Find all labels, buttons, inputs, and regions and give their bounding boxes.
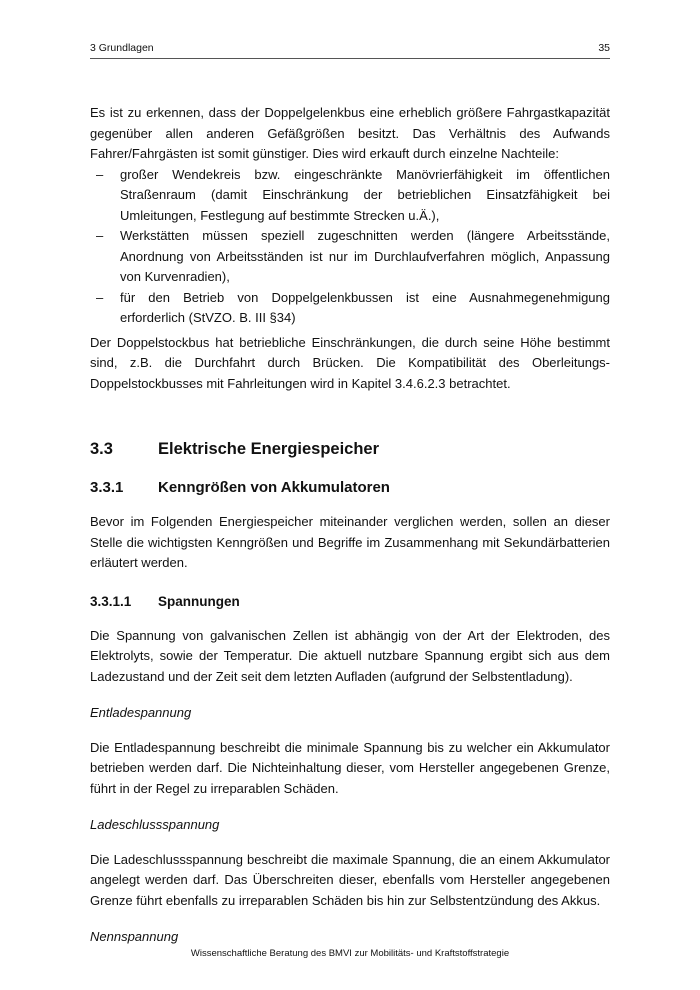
section-number: 3.3.1.1 bbox=[90, 593, 132, 609]
header-chapter: 3 Grundlagen bbox=[90, 42, 154, 54]
page-header bbox=[90, 42, 610, 59]
page-footer: Wissenschaftliche Beratung des BMVI zur Mobilitäts- und Kraftstoffstrategie bbox=[190, 948, 510, 959]
bullet-dash: – bbox=[96, 228, 104, 243]
list-item bbox=[90, 288, 610, 329]
list-item-text: Werkstätten müssen speziell zugeschnitten werden (längere Arbeitsstände, Anordnung von Arbeitsständen ist nur im Durchlaufverfahren möglich, Anpassung von Kurvenradien), bbox=[120, 228, 610, 284]
list-item-text: großer Wendekreis bzw. eingeschränkte Manövrierfähigkeit im öffentlichen Straßenraum (damit Einschränkung der betrieblichen Einsatzfähigkeit bei Umleitungen, Festlegung auf bestimmte Strecken u.Ä.), bbox=[120, 166, 610, 223]
section-heading-3-3-1-1 bbox=[90, 592, 610, 612]
section-title: Elektrische Energiespeicher bbox=[158, 440, 380, 458]
kenngroessen-paragraph: Bevor im Folgenden Energiespeicher miteinander verglichen werden, sollen an dieser Stelle die wichtigsten Kenngrößen und Begriffe im Zusammenhang mit Sekundärbatterien erläutert werden. bbox=[90, 514, 610, 570]
term-nennspannung: Nennspannung bbox=[90, 929, 179, 944]
page-content bbox=[90, 103, 610, 948]
bullet-dash: – bbox=[96, 166, 104, 182]
term-entladespannung: Entladespannung bbox=[90, 705, 192, 720]
section-number: 3.3 bbox=[90, 440, 113, 458]
list-item bbox=[90, 165, 610, 227]
header-page-number: 35 bbox=[598, 42, 610, 54]
entladespannung-paragraph: Die Entladespannung beschreibt die minimale Spannung bis zu welcher ein Akkumulator betrieben werden darf. Die Nichteinhaltung dieser, vom Hersteller angegebenen Grenze, führt in der Regel zu irreparablen Schäden. bbox=[90, 739, 610, 796]
ladeschlussspannung-paragraph: Die Ladeschlussspannung beschreibt die maximale Spannung, die an einem Akkumulator angelegt werden darf. Das Überschreiten dieser, ebenfalls vom Hersteller angegebenen Grenze führt ebenfalls zu irreparablen Schäden bis hin zur Selbstentzündung des Akkus. bbox=[90, 851, 610, 908]
section-number: 3.3.1 bbox=[90, 479, 124, 496]
section-heading-3-3 bbox=[90, 438, 610, 460]
section-title: Kenngrößen von Akkumulatoren bbox=[158, 479, 390, 496]
list-item-text: für den Betrieb von Doppelgelenkbussen ist eine Ausnahmegenehmigung erforderlich (StVZO. B. III §34) bbox=[120, 289, 610, 325]
spannungen-paragraph: Die Spannung von galvanischen Zellen ist abhängig von der Art der Elektroden, des Elektrolyts, sowie der Temperatur. Die aktuell nutzbare Spannung ergibt sich aus dem Ladezustand und der Zeit seit dem letzten Aufladen (aufgrund der Selbstentladung). bbox=[90, 627, 610, 684]
list-item bbox=[90, 226, 610, 288]
term-ladeschlussspannung: Ladeschlussspannung bbox=[90, 817, 220, 832]
intro-paragraph: Es ist zu erkennen, dass der Doppelgelenkbus eine erheblich größere Fahrgastkapazität gegenüber allen anderen Gefäßgrößen besitzt. Das Verhältnis des Aufwands Fahrer/Fahrgästen ist somit günstiger. Dies wird erkauft durch einzelne Nachteile: bbox=[90, 105, 610, 161]
bullet-dash: – bbox=[96, 289, 104, 305]
section-title: Spannungen bbox=[158, 593, 240, 609]
section-heading-3-3-1 bbox=[90, 478, 610, 498]
drawbacks-list bbox=[90, 165, 610, 329]
doppelstock-paragraph: Der Doppelstockbus hat betriebliche Einschränkungen, die durch seine Höhe bestimmt sind, z.B. die Durchfahrt durch Brücken. Die Kompatibilität des Oberleitungs-Doppelstockbusses mit Fahrleitungen wird in Kapitel 3.4.6.2.3 betrachtet. bbox=[90, 334, 610, 391]
